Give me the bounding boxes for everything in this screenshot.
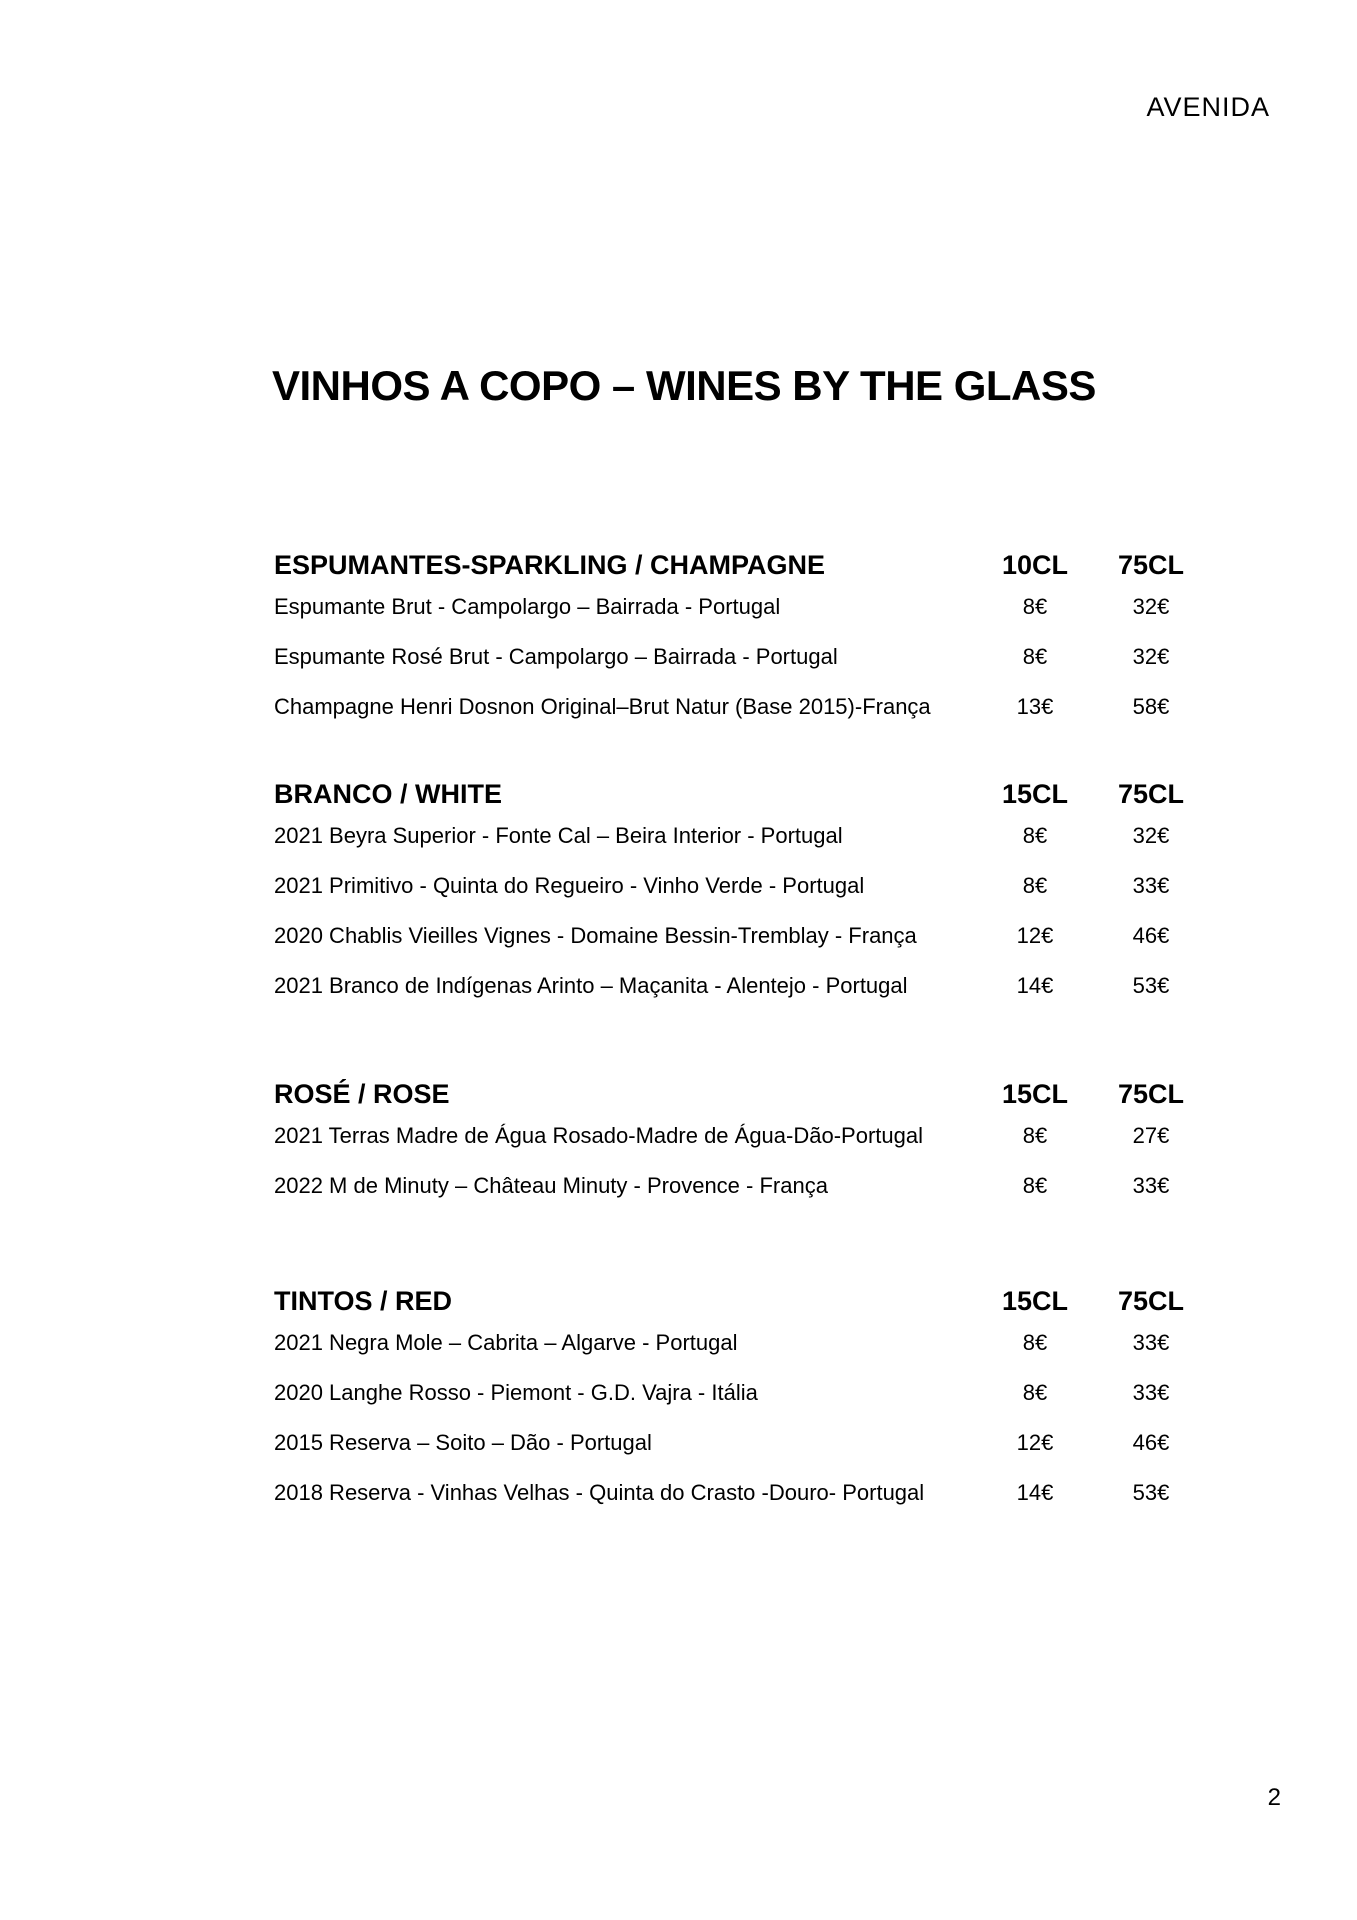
wine-name: 2021 Negra Mole – Cabrita – Algarve - Portugal	[274, 1330, 738, 1355]
wine-name: 2021 Branco de Indígenas Arinto – Maçanita - Alentejo - Portugal	[274, 973, 908, 998]
section-title: BRANCO / WHITE	[274, 779, 502, 809]
glass-price: 8€	[1022, 644, 1048, 669]
bottle-price: 33€	[1132, 1330, 1170, 1355]
wine-row	[274, 1430, 1170, 1480]
column-header-glass: 10CL	[1001, 550, 1069, 580]
wine-row	[274, 644, 1170, 694]
section-title: TINTOS / RED	[274, 1286, 453, 1316]
wine-name: 2021 Beyra Superior - Fonte Cal – Beira Interior - Portugal	[274, 823, 843, 848]
bottle-price: 32€	[1132, 823, 1170, 848]
wine-name: Espumante Rosé Brut - Campolargo – Bairrada - Portugal	[274, 644, 838, 669]
column-header-bottle: 75CL	[1117, 550, 1185, 580]
glass-price: 8€	[1022, 823, 1048, 848]
glass-price: 14€	[1016, 1480, 1054, 1505]
wine-name: Champagne Henri Dosnon Original–Brut Natur (Base 2015)-França	[274, 694, 931, 719]
bottle-price: 46€	[1132, 923, 1170, 948]
section-header	[274, 1079, 1185, 1123]
wine-row	[274, 594, 1170, 644]
glass-price: 8€	[1022, 1123, 1048, 1148]
wine-row	[274, 873, 1170, 923]
glass-price: 13€	[1016, 694, 1054, 719]
section-rose	[274, 1079, 1185, 1223]
wine-name: Espumante Brut - Campolargo – Bairrada - Portugal	[274, 594, 781, 619]
glass-price: 8€	[1022, 1173, 1048, 1198]
column-header-glass: 15CL	[1001, 1286, 1069, 1316]
page-number: 2	[1267, 1784, 1281, 1811]
glass-price: 8€	[1022, 873, 1048, 898]
glass-price: 14€	[1016, 973, 1054, 998]
bottle-price: 33€	[1132, 873, 1170, 898]
column-header-bottle: 75CL	[1117, 1286, 1185, 1316]
section-white	[274, 779, 1185, 1023]
glass-price: 8€	[1022, 1330, 1048, 1355]
wine-name: 2018 Reserva - Vinhas Velhas - Quinta do Crasto -Douro- Portugal	[274, 1480, 925, 1505]
wine-row	[274, 923, 1170, 973]
column-header-glass: 15CL	[1001, 779, 1069, 809]
bottle-price: 33€	[1132, 1173, 1170, 1198]
section-title: ESPUMANTES-SPARKLING / CHAMPAGNE	[274, 550, 826, 580]
glass-price: 8€	[1022, 1380, 1048, 1405]
bottle-price: 46€	[1132, 1430, 1170, 1455]
wine-row	[274, 1123, 1170, 1173]
wine-row	[274, 1330, 1170, 1380]
wine-row	[274, 823, 1170, 873]
section-title: ROSÉ / ROSE	[274, 1079, 450, 1109]
bottle-price: 27€	[1132, 1123, 1170, 1148]
bottle-price: 53€	[1132, 973, 1170, 998]
glass-price: 12€	[1016, 1430, 1054, 1455]
section-sparkling	[274, 550, 1185, 744]
bottle-price: 53€	[1132, 1480, 1170, 1505]
bottle-price: 32€	[1132, 594, 1170, 619]
section-header	[274, 779, 1185, 823]
glass-price: 12€	[1016, 923, 1054, 948]
brand-name: AVENIDA	[1146, 92, 1270, 122]
column-header-glass: 15CL	[1001, 1079, 1069, 1109]
wine-name: 2022 M de Minuty – Château Minuty - Provence - França	[274, 1173, 828, 1198]
wine-row	[274, 973, 1170, 1023]
bottle-price: 33€	[1132, 1380, 1170, 1405]
wine-row	[274, 1173, 1170, 1223]
bottle-price: 58€	[1132, 694, 1170, 719]
wine-row	[274, 1480, 1170, 1530]
section-header	[274, 550, 1185, 594]
column-header-bottle: 75CL	[1117, 779, 1185, 809]
wine-name: 2021 Primitivo - Quinta do Regueiro - Vinho Verde - Portugal	[274, 873, 865, 898]
wine-row	[274, 694, 1170, 744]
section-red	[274, 1286, 1185, 1530]
page-title: VINHOS A COPO – WINES BY THE GLASS	[272, 362, 1096, 409]
column-header-bottle: 75CL	[1117, 1079, 1185, 1109]
wine-row	[274, 1380, 1170, 1430]
glass-price: 8€	[1022, 594, 1048, 619]
wine-name: 2020 Chablis Vieilles Vignes - Domaine Bessin-Tremblay - França	[274, 923, 917, 948]
wine-name: 2021 Terras Madre de Água Rosado-Madre de Água-Dão-Portugal	[274, 1123, 923, 1148]
section-header	[274, 1286, 1185, 1330]
bottle-price: 32€	[1132, 644, 1170, 669]
wine-name: 2020 Langhe Rosso - Piemont - G.D. Vajra - Itália	[274, 1380, 758, 1405]
wine-name: 2015 Reserva – Soito – Dão - Portugal	[274, 1430, 652, 1455]
